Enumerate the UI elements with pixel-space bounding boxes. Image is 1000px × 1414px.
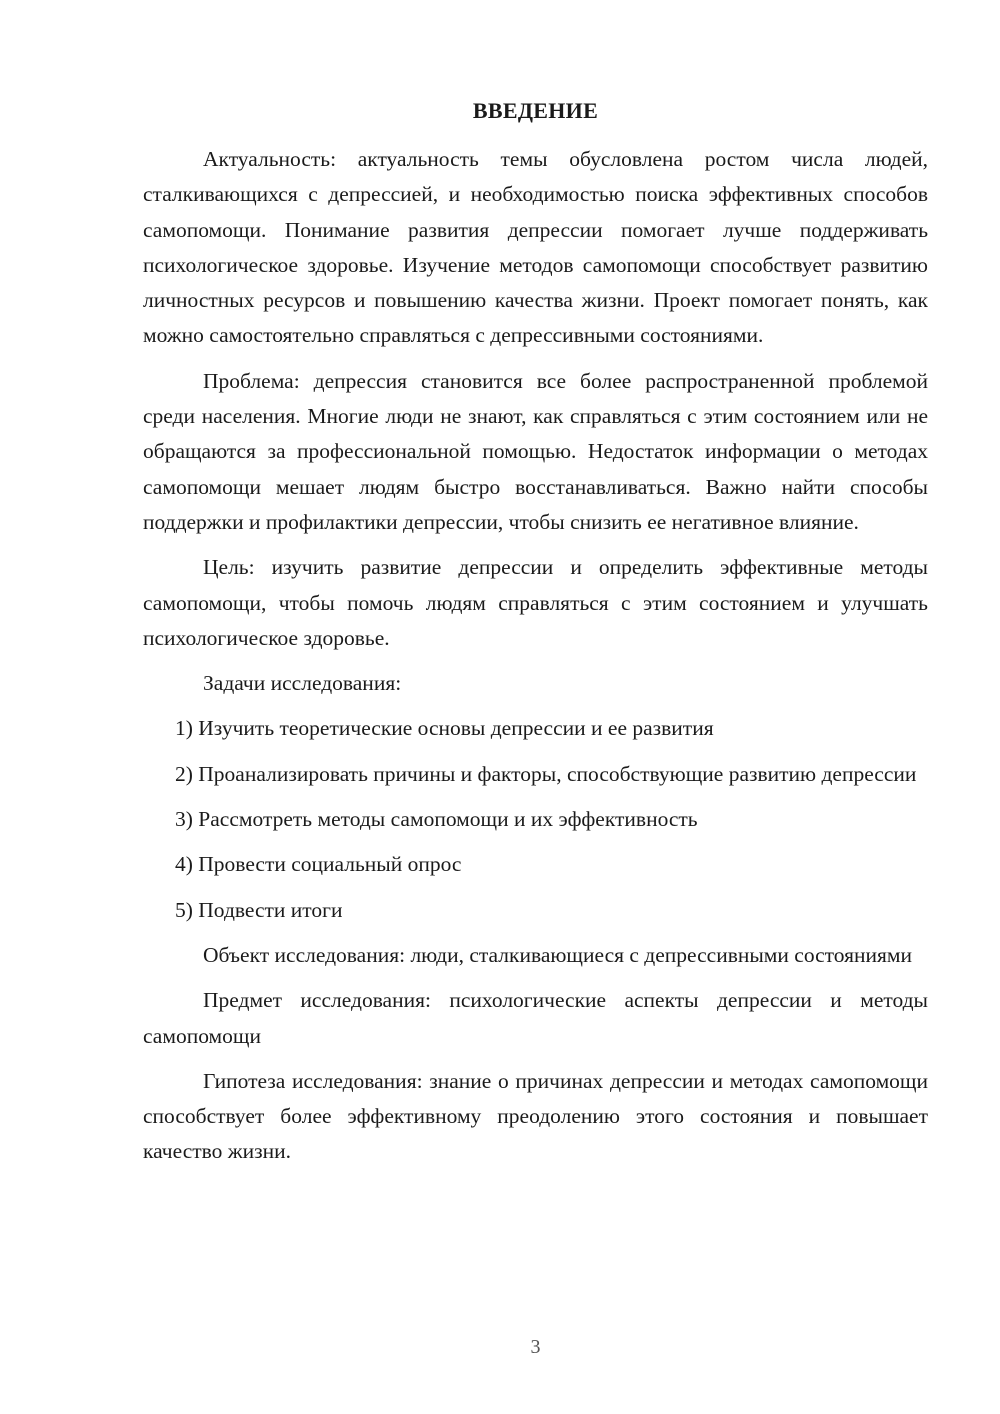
paragraph-object: Объект исследования: люди, сталкивающиеся с депрессивными состояниями [203, 942, 913, 967]
page-title: ВВЕДЕНИЕ [472, 98, 599, 123]
paragraph-relevance: Актуальность: актуальность темы обусловлена ростом числа людей, сталкивающихся с депрессией, и необходимостью поиска эффективных способов самопомощи. Понимание развития депрессии помогает лучше поддерживать психологическое здоровье. Изучение методов самопомощи способствует развитию личностных ресурсов и повышению качества жизни. Проект помогает понять, как можно самостоятельно справляться с депрессивными состояниями. [143, 147, 928, 348]
document-page [143, 0, 928, 1414]
tasks-heading: Задачи исследования: [203, 671, 402, 696]
page-number: 3 [530, 1336, 541, 1358]
paragraph-goal: Цель: изучить развитие депрессии и определить эффективные методы самопомощи, чтобы помочь людям справляться с этим состоянием и улучшать психологическое здоровье. [143, 555, 928, 650]
document-body [143, 142, 928, 1180]
task-item-5: 5) Подвести итоги [175, 897, 343, 922]
paragraph-problem: Проблема: депрессия становится все более распространенной проблемой среди населения. Многие люди не знают, как справляться с этим состоянием или не обращаются за профессиональной помощью. Недостаток информации о методах самопомощи мешает людям быстро восстанавливаться. Важно найти способы поддержки и профилактики депрессии, чтобы снизить ее негативное влияние. [143, 368, 928, 534]
task-item-4: 4) Провести социальный опрос [175, 852, 462, 877]
task-item-1: 1) Изучить теоретические основы депрессии и ее развития [175, 716, 714, 741]
task-item-3: 3) Рассмотреть методы самопомощи и их эффективность [175, 807, 698, 832]
paragraph-subject: Предмет исследования: психологические аспекты депрессии и методы самопомощи [143, 988, 928, 1048]
task-item-2: 2) Проанализировать причины и факторы, способствующие развитию депрессии [175, 761, 917, 786]
paragraph-hypothesis: Гипотеза исследования: знание о причинах депрессии и методах самопомощи способствует более эффективному преодолению этого состояния и повышает качество жизни. [143, 1068, 928, 1164]
